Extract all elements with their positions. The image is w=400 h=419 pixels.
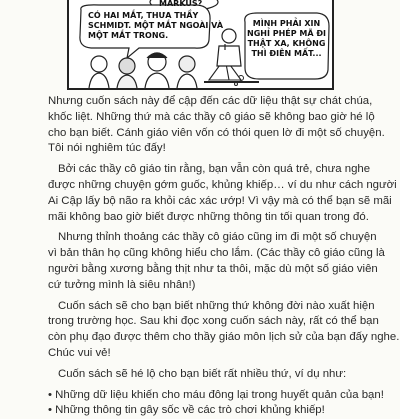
text-line: Tôi nói nghiêm túc đấy! bbox=[48, 142, 166, 155]
thought-bubble-text bbox=[247, 19, 326, 59]
body-text bbox=[48, 94, 400, 419]
bubble-line: CÓ HAI MẮT, THƯA THẦY bbox=[88, 11, 199, 20]
text-line: Cuốn sách sẽ cho bạn biết những thứ không đời nào xuất hiện bbox=[58, 299, 375, 312]
bullet-list bbox=[48, 388, 384, 419]
text-line: mãi không bao giờ biết được những thông tin tối quan trong đó. bbox=[48, 210, 369, 223]
speech-bubble-student-text bbox=[88, 11, 223, 41]
text-line: trong trường học. Sau khi đọc xong cuốn sách này, rất có thể bạn bbox=[48, 315, 379, 328]
text-line: khốc liệt. Những thứ mà các thầy cô giáo sẽ không bao giờ hé lộ bbox=[48, 110, 375, 123]
list-item: • Những thông tin gây sốc về các trò chơi khủng khiếp! bbox=[48, 404, 325, 417]
text-line: còn phụ đạo được thêm cho thầy giáo môn lịch sử của bạn đấy nghe. bbox=[48, 331, 400, 344]
paragraph bbox=[48, 162, 397, 225]
bubble-line: THÌ ĐIÊN MẤT... bbox=[251, 49, 322, 58]
paragraph bbox=[48, 367, 378, 383]
bubble-line: THẬT XA, KHÔNG bbox=[247, 39, 326, 48]
list-item: • Những dữ liệu khiến cho máu đông lại trong huyết quản của bạn! bbox=[48, 388, 384, 401]
paragraph bbox=[48, 299, 400, 362]
text-line: Nhưng thỉnh thoảng các thầy cô giáo cũng im đi một số chuyện bbox=[58, 231, 377, 244]
text-line: Nhưng cuốn sách này để cập đến các dữ liệu thật sự chát chúa, bbox=[48, 95, 373, 107]
text-line: cho bạn biết. Cánh giáo viên vốn có thói quen lờ đi một số chuyện. bbox=[48, 126, 385, 139]
text-line: Chúc vui vẻ! bbox=[48, 346, 111, 359]
bubble-line: NGHỈ PHÉP MÃ ĐI bbox=[247, 29, 327, 38]
bubble-line: MARKUS? bbox=[159, 0, 203, 8]
text-line: vì bản thân họ cũng không hiểu cho lắm. (Các thầy cô giáo cũng là bbox=[48, 247, 385, 260]
paragraph bbox=[48, 94, 385, 157]
bubble-line: MÌNH PHẢI XIN bbox=[252, 19, 321, 28]
speech-bubble-top-text bbox=[159, 0, 202, 9]
bubble-line: SCHMIDT. MỘT MẮT NGOÀI VÀ bbox=[88, 21, 224, 30]
text-line: Cuốn sách sẽ hé lộ cho bạn biết rất nhiều thứ, ví dụ như: bbox=[58, 367, 347, 380]
text-line: Ai Cập lấy bộ não ra khỏi các xác ướp! Vì vậy mà có thể bạn sẽ mãi bbox=[48, 194, 392, 207]
text-line: được những chuyện gớm guốc, khủng khiếp… ví du như cách người bbox=[48, 178, 397, 191]
comic-illustration bbox=[67, 0, 334, 90]
text-line: cứ tưởng mình là siêu nhân!) bbox=[48, 278, 196, 291]
text-line: người bằng xương bằng thịt như ta thôi, mặc dù một số giáo viên bbox=[48, 262, 378, 275]
text-line: Bởi các thầy cô giáo tin rằng, bạn vẫn còn quá trẻ, chưa nghe bbox=[58, 163, 371, 176]
bubble-line: MỘT MẮT TRONG. bbox=[88, 31, 169, 40]
students-drawing bbox=[89, 53, 197, 88]
paragraph bbox=[48, 230, 385, 293]
